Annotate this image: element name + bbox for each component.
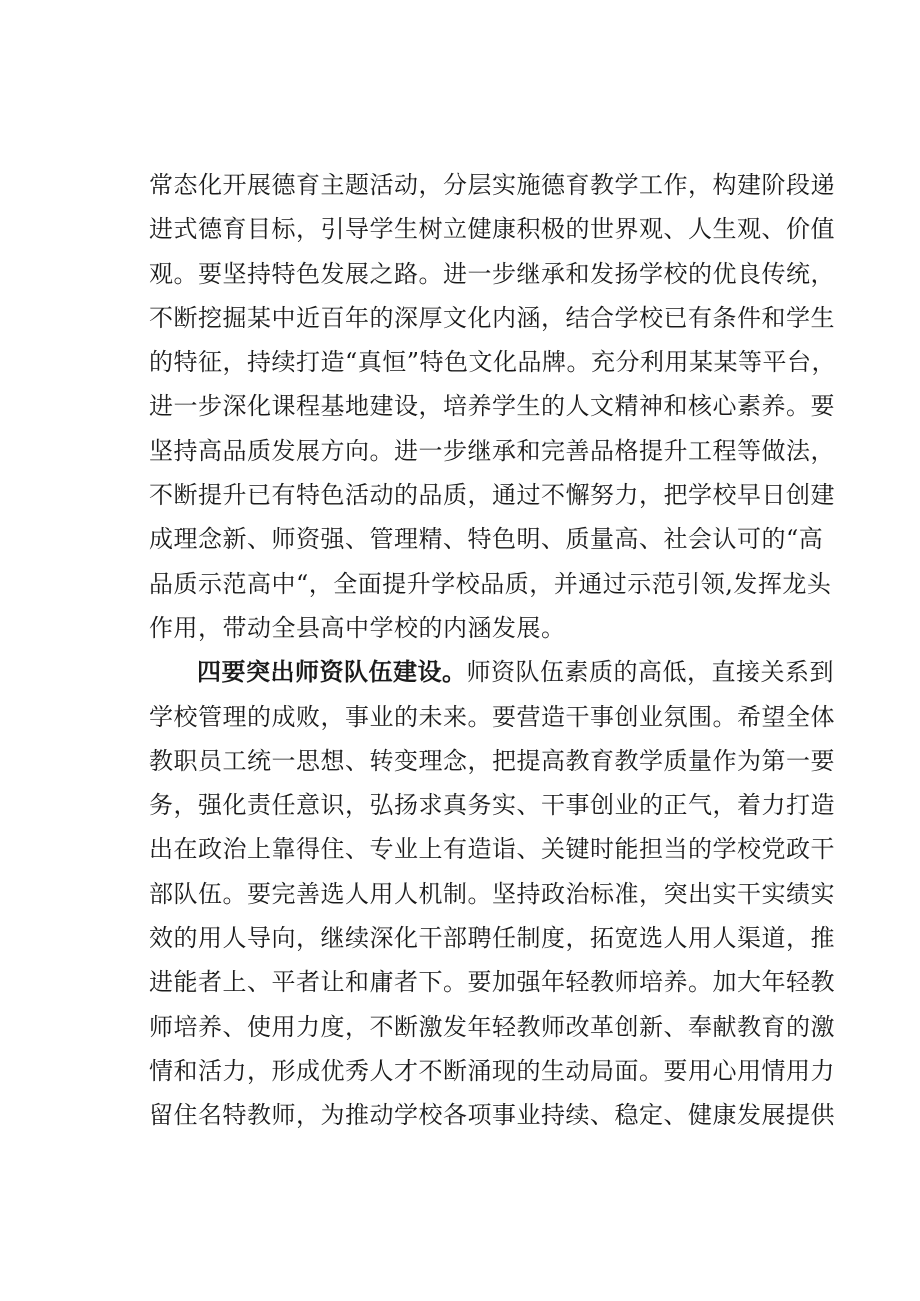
text-line: 留住名特教师，为推动学校各项事业持续、稳定、健康发展提供 (149, 1101, 835, 1130)
text-line: 的特征，持续打造“真恒”特色文化品牌。充分利用某某等平台， (149, 348, 837, 377)
text-line: 常态化开展德育主题活动，分层实施德育教学工作，构建阶段递 (149, 171, 835, 199)
section-heading: 四要突出师资队伍建设。 (197, 657, 467, 687)
text-line: 观。要坚持特色发展之路。进一步继承和发扬学校的优良传统， (149, 259, 835, 288)
text-line: 坚持高品质发展方向。进一步继承和完善品格提升工程等做法， (149, 436, 835, 465)
body-text (149, 163, 837, 1138)
text-line: 情和活力，形成优秀人才不断涌现的生动局面。要用心用情用力 (149, 1056, 835, 1085)
text-line: 效的用人导向，继续深化干部聘任制度，拓宽选人用人渠道，推 (149, 924, 835, 953)
text-line: 品质示范高中“，全面提升学校品质，并通过示范引领,发挥龙头 (149, 569, 832, 598)
text-line: 学校管理的成败，事业的未来。要营造干事创业氛围。希望全体 (149, 702, 835, 731)
text-line: 成理念新、师资强、管理精、特色明、质量高、社会认可的“高 (149, 525, 824, 554)
text-line: 作用，带动全县高中学校的内涵发展。 (149, 613, 566, 642)
heading-continuation: 师资队伍素质的高低，直接关系到 (466, 658, 834, 687)
text-line: 部队伍。要完善选人用人机制。坚持政治标准，突出实干实绩实 (149, 879, 835, 908)
text-line: 师培养、使用力度，不断激发年轻教师改革创新、奉献教育的激 (149, 1012, 835, 1041)
text-line: 不断挖掘某中近百年的深厚文化内涵，结合学校已有条件和学生 (149, 303, 835, 332)
paragraph-2 (149, 650, 835, 1137)
text-line: 出在政治上靠得住、专业上有造诣、关键时能担当的学校党政干 (149, 835, 835, 864)
text-line: 教职员工统一思想、转变理念，把提高教育教学质量作为第一要 (149, 746, 835, 775)
text-line: 进式德育目标，引导学生树立健康积极的世界观、人生观、价值 (149, 215, 835, 244)
text-line: 不断提升已有特色活动的品质，通过不懈努力，把学校早日创建 (149, 481, 835, 510)
text-line: 进能者上、平者让和庸者下。要加强年轻教师培养。加大年轻教 (149, 968, 835, 997)
text-line-first (149, 650, 834, 694)
text-line: 进一步深化课程基地建设，培养学生的人文精神和核心素养。要 (149, 392, 835, 421)
text-line: 务，强化责任意识，弘扬求真务实、干事创业的正气，着力打造 (149, 791, 835, 820)
paragraph-1 (149, 163, 837, 650)
